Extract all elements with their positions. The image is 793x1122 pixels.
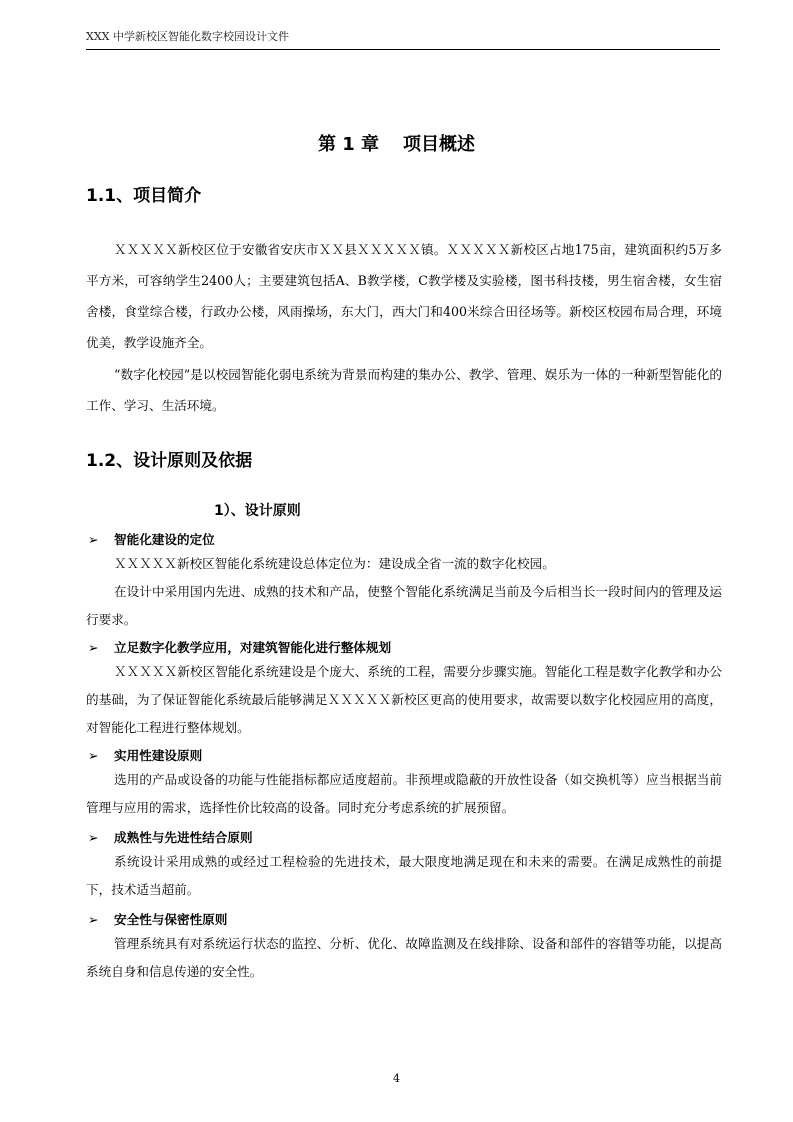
- bullet-heading-label: 智能化建设的定位: [114, 532, 215, 547]
- security-paragraph: 管理系统具有对系统运行状态的监控、分析、优化、故障监测及在线排除、设备和部件的容错等功能，以提高系统自身和信息传递的安全性。: [86, 936, 722, 979]
- arrow-bullet-icon: ➢: [88, 912, 99, 927]
- arrow-bullet-icon: ➢: [88, 532, 99, 547]
- section-1-1-paragraph-1: ＸＸＸＸＸ新校区位于安徽省安庆市ＸＸ县ＸＸＸＸＸ镇。ＸＸＸＸＸ新校区占地175亩，建筑面积约5万多平方米，可容纳学生2400人；主要建筑包括A、B教学楼，C教学楼及实验楼，图书科技楼，男生宿舍楼，女生宿舍楼，食堂综合楼，行政办公楼，风雨操场，东大门，西大门和400米综合田径场等。新校区校园布局合理，环境优美，教学设施齐全。: [86, 242, 722, 350]
- practicality-paragraph: 选用的产品或设备的功能与性能指标都应适度超前。非预埋或隐蔽的开放性设备（如交换机等）应当根据当前管理与应用的需求，选择性价比较高的设备。同时充分考虑系统的扩展预留。: [86, 772, 722, 815]
- bullet-heading-label: 实用性建设原则: [114, 748, 203, 763]
- chapter-heading: [0, 132, 793, 158]
- chapter-title: 项目概述: [403, 134, 476, 155]
- digital-teaching-paragraph: ＸＸＸＸＸ新校区智能化系统建设是个庞大、系统的工程，需要分步骤实施。智能化工程是数字化教学和办公的基础，为了保证智能化系统最后能够满足ＸＸＸＸＸ新校区更高的使用要求，故需要以数字化校园应用的高度，对智能化工程进行整体规划。: [86, 664, 722, 735]
- bullet-heading-positioning: [88, 530, 215, 550]
- bullet-heading-security: [88, 910, 227, 930]
- chapter-number: 第 1 章: [317, 134, 380, 155]
- section-1-1-title: 1.1、项目简介: [86, 186, 202, 206]
- bullet-heading-label: 成熟性与先进性结合原则: [114, 830, 253, 845]
- positioning-paragraph-1: ＸＸＸＸＸ新校区智能化系统建设总体定位为：建设成全省一流的数字化校园。: [114, 556, 555, 571]
- maturity-paragraph: 系统设计采用成熟的或经过工程检验的先进技术，最大限度地满足现在和未来的需要。在满足成熟性的前提下，技术适当超前。: [86, 854, 722, 897]
- arrow-bullet-icon: ➢: [88, 830, 99, 845]
- bullet-heading-practicality: [88, 746, 202, 766]
- page-number: 4: [393, 1072, 400, 1085]
- arrow-bullet-icon: ➢: [88, 640, 99, 655]
- arrow-bullet-icon: ➢: [88, 748, 99, 763]
- bullet-heading-label: 安全性与保密性原则: [114, 912, 228, 927]
- section-1-2-title: 1.2、设计原则及依据: [86, 451, 253, 471]
- bullet-heading-digital-teaching: [88, 638, 391, 658]
- running-header: XXX 中学新校区智能化数字校园设计文件: [86, 29, 720, 50]
- bullet-heading-label: 立足数字化教学应用，对建筑智能化进行整体规划: [114, 640, 392, 655]
- section-1-1-paragraph-2: “数字化校园”是以校园智能化弱电系统为背景而构建的集办公、教学、管理、娱乐为一体的一种新型智能化的工作、学习、生活环境。: [86, 367, 722, 413]
- positioning-paragraph-2: 在设计中采用国内先进、成熟的技术和产品，使整个智能化系统满足当前及今后相当长一段时间内的管理及运行要求。: [86, 584, 722, 627]
- bullet-heading-maturity: [88, 828, 253, 848]
- design-principles-subtitle: 1）、设计原则: [214, 503, 301, 519]
